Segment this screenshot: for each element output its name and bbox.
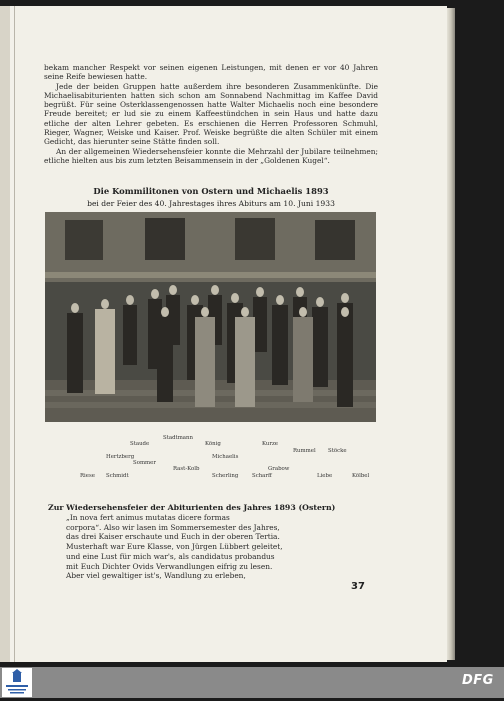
viewer-footer-bar — [0, 667, 504, 698]
name-label: Sommer — [133, 460, 156, 466]
paragraph-2: Jede der beiden Gruppen hatte außerdem ihre besonderen Zusammenkünfte. Die Michaelisabiturienten hatten sich schon am Sonnabend Nachmittag im Kaffee David begrüßt. Für seine Osterklassengenossen hatte Walter Michaelis noch eine besondere Freude bereitet; er lud sie zu einem Kaffeestündchen in sein Haus und hatte dazu etliche der alten Lehrer gebeten. Es erschienen die Herren Professoren Schmuhl, Rieger, Wagner, Weiske und Kaiser. Prof. Weiske begrüßte die alten Schüler mit einem Gedicht, das hierunter seine Stätte finden soll. — [44, 81, 378, 147]
poem-line: Musterhaft war Eure Klasse, von Jürgen Lübbert geleitet, — [66, 542, 283, 552]
paragraph-1: bekam mancher Respekt vor seinen eigenen Leistungen, mit denen er vor 40 Jahren seine Reife bewiesen hatte. — [44, 63, 378, 82]
name-label: Staude — [130, 441, 150, 447]
name-label: Schmidt — [106, 473, 129, 479]
page-edge — [447, 8, 455, 660]
poem-line: Aber viel gewaltiger ist's, Wandlung zu erleben, — [66, 571, 246, 581]
name-label: Scharff — [252, 473, 272, 479]
poem-line: und eine Lust für mich war's, als candidatus probandus — [66, 551, 275, 561]
poem-line: corpora“. Also wir lasen im Sommersemester des Jahres, — [66, 522, 280, 532]
name-label: Stadtmann — [163, 435, 193, 441]
name-label: Scherling — [212, 473, 239, 479]
dfg-logo[interactable]: DFG — [462, 673, 494, 688]
body-text — [44, 63, 378, 165]
name-label: Stöcke — [328, 448, 347, 454]
name-label: Michaelis — [212, 454, 239, 460]
name-label: Kurze — [262, 441, 278, 447]
name-label: Rast-Kolb — [173, 466, 200, 472]
poem-heading: Zur Wiedersehensfeier der Abiturienten des Jahres 1893 (Ostern) — [48, 503, 336, 512]
paragraph-3: An der allgemeinen Wiedersehensfeier konnte die Mehrzahl der Jubilare teilnehmen; etliche hielten aus bis zum letzten Beisammensein in der „Goldenen Kugel“. — [44, 146, 378, 165]
book-spine — [0, 6, 10, 662]
name-label: Grabow — [268, 466, 290, 472]
poem-line: das drei Kaiser erschaute und Euch in der oberen Tertia. — [66, 532, 280, 542]
name-label: Kölbel — [352, 473, 370, 479]
library-logo[interactable] — [2, 668, 32, 697]
page-number: 37 — [351, 581, 365, 592]
group-photograph — [45, 212, 376, 422]
name-label: Riese — [80, 473, 95, 479]
name-label: König — [205, 441, 221, 447]
name-label: Liebe — [317, 473, 333, 479]
poem-line: mit Euch Dichter Ovids Verwandlungen eifrig zu lesen. — [66, 561, 273, 571]
name-label: Hertzberg — [106, 454, 135, 460]
poem-line: „In nova fert animus mutatas dicere formas — [66, 513, 230, 522]
photo-caption-title: Die Kommilitonen von Ostern und Michaelis 1893 — [93, 186, 329, 196]
photo-caption-subtitle: bei der Feier des 40. Jahrestages ihres Abiturs am 10. Juni 1933 — [87, 199, 335, 208]
name-label: Rummel — [293, 448, 316, 454]
poem-text — [66, 513, 366, 581]
